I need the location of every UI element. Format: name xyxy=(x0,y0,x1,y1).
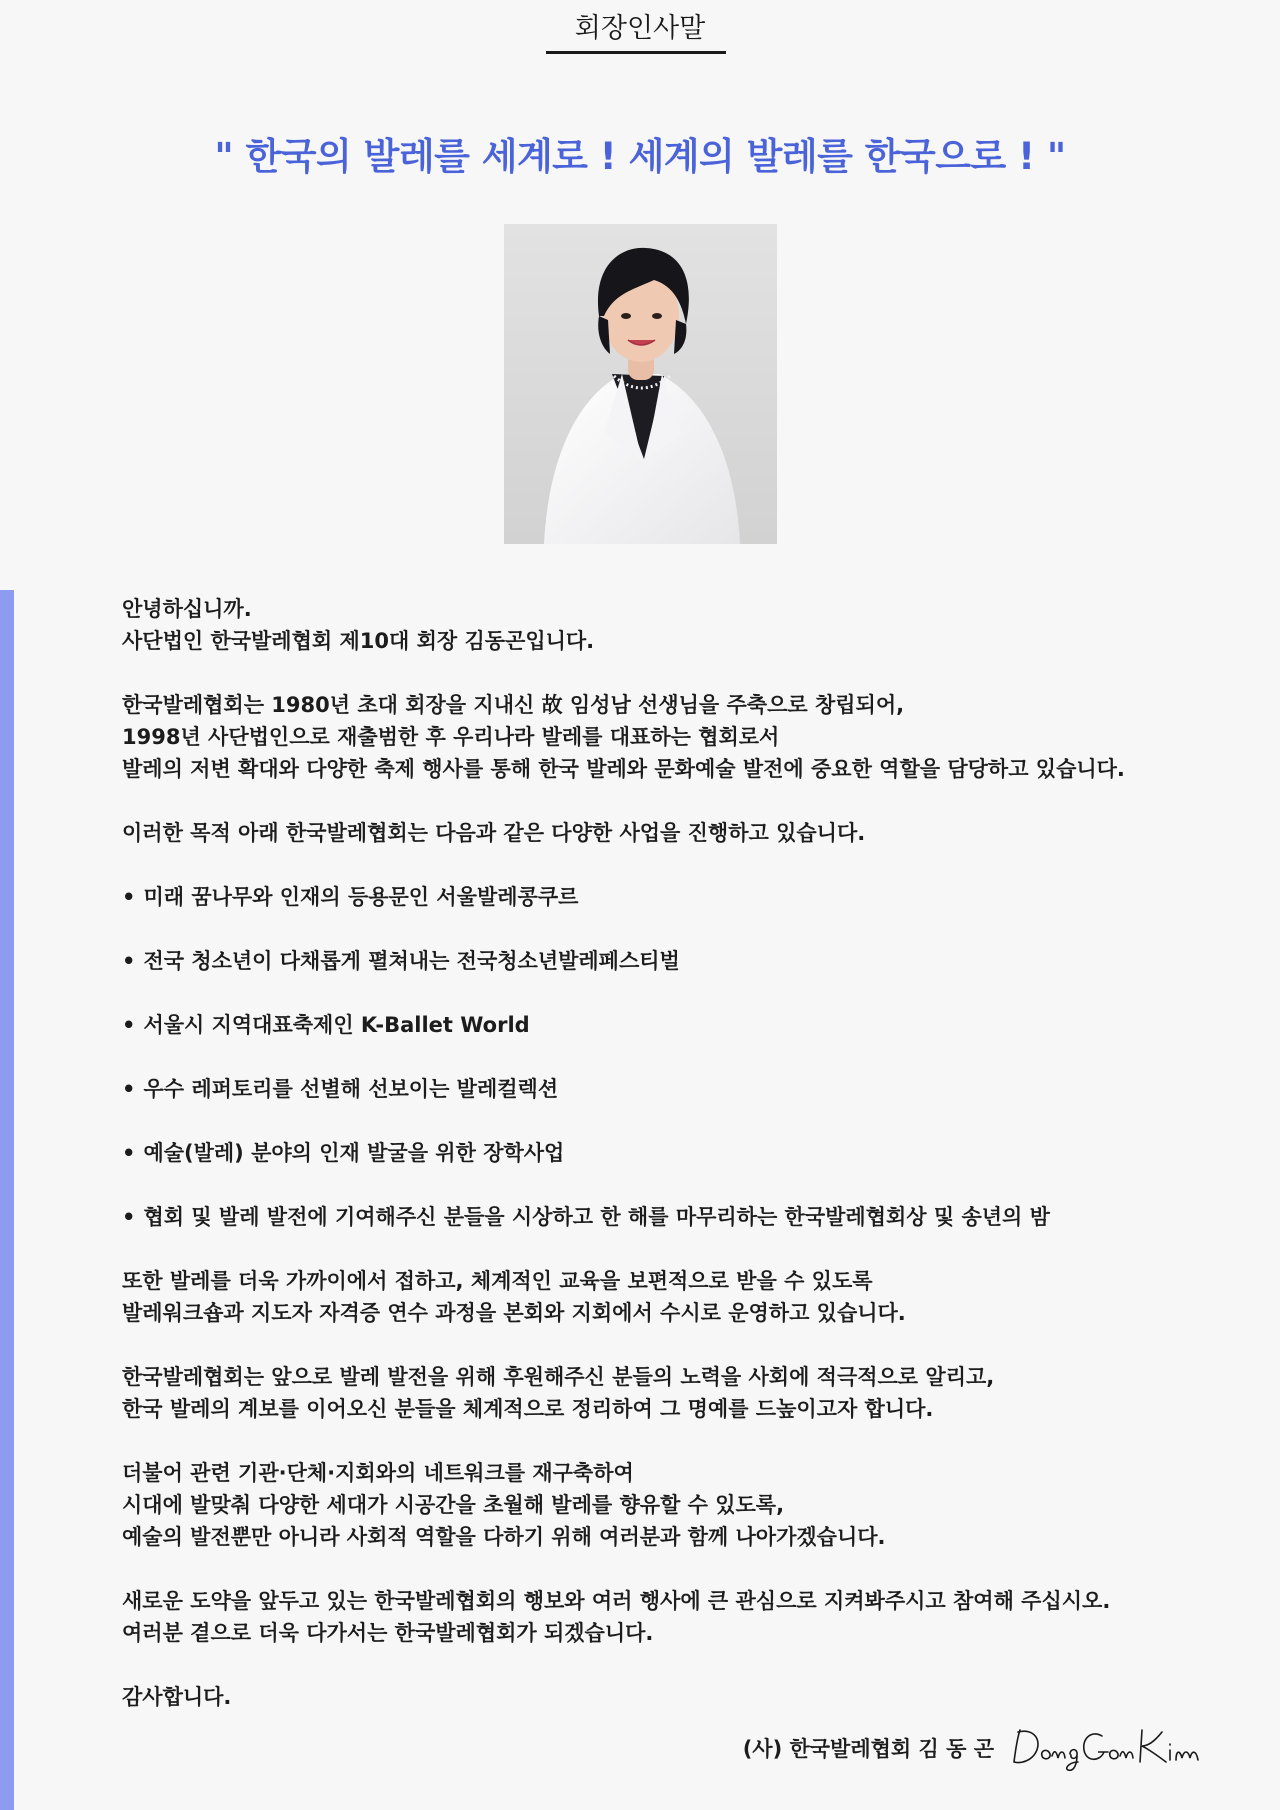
title-underline xyxy=(546,51,726,54)
list-item xyxy=(122,881,1242,913)
signature-organization: (사) 한국발레협회 김 동 곤 xyxy=(742,1737,994,1761)
list-item xyxy=(122,1009,1242,1041)
future-paragraph xyxy=(122,1361,1242,1425)
network-paragraph xyxy=(122,1457,1242,1553)
list-item xyxy=(122,1073,1242,1105)
handwritten-signature-icon xyxy=(1008,1722,1208,1774)
bullet-icon: • xyxy=(122,1077,136,1101)
education-line: 또한 발레를 더욱 가까이에서 접하고, 체계적인 교육을 보편적으로 받을 수 있도록 xyxy=(122,1269,873,1293)
side-accent-bar xyxy=(0,590,14,1810)
project-text: 협회 및 발레 발전에 기여해주신 분들을 시상하고 한 해를 마무리하는 한국발레협회상 및 송년의 밤 xyxy=(143,1205,1050,1229)
network-line: 더불어 관련 기관·단체·지회와의 네트워크를 재구축하여 xyxy=(122,1461,634,1485)
bullet-icon: • xyxy=(122,1205,136,1229)
history-paragraph xyxy=(122,689,1242,785)
projects-intro-line: 이러한 목적 아래 한국발레협회는 다음과 같은 다양한 사업을 진행하고 있습니다. xyxy=(122,821,866,845)
education-line: 발레워크숍과 지도자 자격증 연수 과정을 본회와 지회에서 수시로 운영하고 있습니다. xyxy=(122,1301,906,1325)
project-text: 예술(발레) 분야의 인재 발굴을 위한 장학사업 xyxy=(143,1141,565,1165)
list-item xyxy=(122,1201,1242,1233)
bullet-icon: • xyxy=(122,1013,136,1037)
invitation-line: 새로운 도약을 앞두고 있는 한국발레협회의 행보와 여러 행사에 큰 관심으로 지켜봐주시고 참여해 주십시오. xyxy=(122,1589,1111,1613)
invitation-line: 여러분 곁으로 더욱 다가서는 한국발레협회가 되겠습니다. xyxy=(122,1621,654,1645)
history-line: 1998년 사단법인으로 재출범한 후 우리나라 발레를 대표하는 협회로서 xyxy=(122,725,780,749)
project-text: 우수 레퍼토리를 선별해 선보이는 발레컬렉션 xyxy=(143,1077,559,1101)
bullet-icon: • xyxy=(122,1141,136,1165)
president-portrait-photo xyxy=(504,224,777,544)
project-text: 전국 청소년이 다채롭게 펼쳐내는 전국청소년발레페스티벌 xyxy=(143,949,680,973)
history-line: 한국발레협회는 1980년 초대 회장을 지내신 故 임성남 선생님을 주축으로 창립되어, xyxy=(122,693,905,717)
greeting-line: 안녕하십니까. xyxy=(122,597,252,621)
list-item xyxy=(122,1137,1242,1169)
project-text: 미래 꿈나무와 인재의 등용문인 서울발레콩쿠르 xyxy=(143,885,579,909)
invitation-paragraph xyxy=(122,1585,1242,1649)
projects-list xyxy=(122,881,1242,1233)
list-item xyxy=(122,945,1242,977)
signature-block xyxy=(743,1722,1208,1774)
closing-line: 감사합니다. xyxy=(122,1685,232,1709)
education-paragraph xyxy=(122,1265,1242,1329)
future-line: 한국발레협회는 앞으로 발레 발전을 위해 후원해주신 분들의 노력을 사회에 적극적으로 알리고, xyxy=(122,1365,995,1389)
slogan: " 한국의 발레를 세계로 ! 세계의 발레를 한국으로 ! " xyxy=(214,135,1066,178)
network-line: 예술의 발전뿐만 아니라 사회적 역할을 다하기 위해 여러분과 함께 나아가겠습니다. xyxy=(122,1525,886,1549)
network-line: 시대에 발맞춰 다양한 세대가 시공간을 초월해 발레를 향유할 수 있도록, xyxy=(122,1493,785,1517)
bullet-icon: • xyxy=(122,885,136,909)
greeting-line: 사단법인 한국발레협회 제10대 회장 김동곤입니다. xyxy=(122,629,595,653)
project-text: 서울시 지역대표축제인 K-Ballet World xyxy=(143,1013,530,1037)
bullet-icon: • xyxy=(122,949,136,973)
closing-paragraph xyxy=(122,1681,1242,1713)
greeting-message xyxy=(122,593,1242,1745)
history-line: 발레의 저변 확대와 다양한 축제 행사를 통해 한국 발레와 문화예술 발전에 중요한 역할을 담당하고 있습니다. xyxy=(122,757,1125,781)
future-line: 한국 발레의 계보를 이어오신 분들을 체계적으로 정리하여 그 명예를 드높이고자 합니다. xyxy=(122,1397,934,1421)
greeting-paragraph xyxy=(122,593,1242,657)
page-title: 회장인사말 xyxy=(574,13,706,44)
projects-intro-paragraph xyxy=(122,817,1242,849)
